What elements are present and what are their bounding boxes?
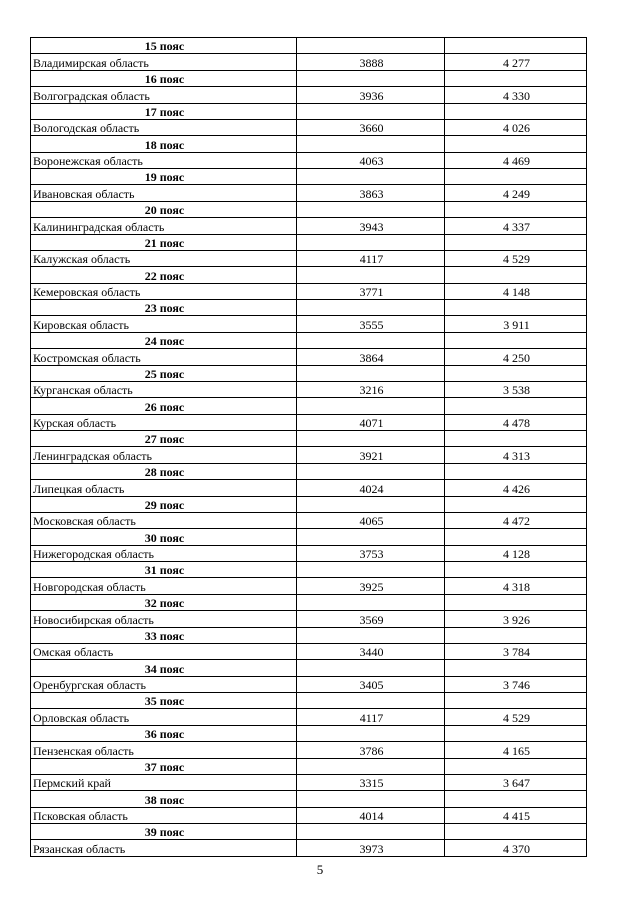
zone-empty-cell: [445, 725, 587, 741]
value-1: 4117: [297, 250, 445, 266]
region-name: Новосибирская область: [31, 611, 297, 627]
zone-label: 31 пояс: [31, 562, 297, 578]
zone-header-row: [31, 463, 587, 479]
region-row: [31, 709, 587, 725]
zone-label: 20 пояс: [31, 201, 297, 217]
zone-empty-cell: [445, 562, 587, 578]
zone-empty-cell: [445, 332, 587, 348]
zone-label: 37 пояс: [31, 758, 297, 774]
value-2: 4 277: [445, 54, 587, 70]
value-1: 3440: [297, 643, 445, 659]
zone-label: 16 пояс: [31, 70, 297, 86]
zone-empty-cell: [297, 365, 445, 381]
zone-header-row: [31, 267, 587, 283]
region-row: [31, 152, 587, 168]
value-2: 3 647: [445, 774, 587, 790]
value-2: 4 313: [445, 447, 587, 463]
region-name: Воронежская область: [31, 152, 297, 168]
zone-header-row: [31, 627, 587, 643]
zone-empty-cell: [445, 627, 587, 643]
region-name: Калужская область: [31, 250, 297, 266]
value-2: 3 926: [445, 611, 587, 627]
zone-label: 17 пояс: [31, 103, 297, 119]
value-1: 3771: [297, 283, 445, 299]
zone-label: 27 пояс: [31, 431, 297, 447]
zone-label: 34 пояс: [31, 660, 297, 676]
zone-empty-cell: [297, 758, 445, 774]
zone-header-row: [31, 660, 587, 676]
value-2: 3 911: [445, 316, 587, 332]
value-2: 4 128: [445, 545, 587, 561]
zone-empty-cell: [297, 529, 445, 545]
zone-header-row: [31, 332, 587, 348]
region-name: Орловская область: [31, 709, 297, 725]
value-1: 3753: [297, 545, 445, 561]
zone-empty-cell: [297, 201, 445, 217]
value-1: 3925: [297, 578, 445, 594]
zone-empty-cell: [445, 758, 587, 774]
value-1: 3555: [297, 316, 445, 332]
region-name: Московская область: [31, 512, 297, 528]
region-row: [31, 185, 587, 201]
value-2: 4 148: [445, 283, 587, 299]
region-name: Кемеровская область: [31, 283, 297, 299]
value-2: 3 538: [445, 381, 587, 397]
value-1: 3786: [297, 742, 445, 758]
value-1: 3405: [297, 676, 445, 692]
zone-empty-cell: [297, 594, 445, 610]
zone-header-row: [31, 136, 587, 152]
value-1: 4117: [297, 709, 445, 725]
value-1: 4014: [297, 807, 445, 823]
zone-label: 36 пояс: [31, 725, 297, 741]
zone-header-row: [31, 201, 587, 217]
region-name: Омская область: [31, 643, 297, 659]
zone-empty-cell: [297, 431, 445, 447]
region-row: [31, 283, 587, 299]
region-row: [31, 774, 587, 790]
region-row: [31, 447, 587, 463]
zone-empty-cell: [297, 627, 445, 643]
zone-label: 24 пояс: [31, 332, 297, 348]
zone-label: 19 пояс: [31, 169, 297, 185]
region-name: Псковская область: [31, 807, 297, 823]
zone-empty-cell: [445, 365, 587, 381]
zone-empty-cell: [297, 103, 445, 119]
zone-empty-cell: [297, 791, 445, 807]
value-2: 4 529: [445, 250, 587, 266]
zone-empty-cell: [297, 332, 445, 348]
value-2: 4 469: [445, 152, 587, 168]
zone-label: 33 пояс: [31, 627, 297, 643]
region-name: Пензенская область: [31, 742, 297, 758]
region-name: Ивановская область: [31, 185, 297, 201]
region-name: Волгоградская область: [31, 87, 297, 103]
region-name: Курская область: [31, 414, 297, 430]
zone-label: 39 пояс: [31, 824, 297, 840]
zone-empty-cell: [445, 70, 587, 86]
zone-label: 21 пояс: [31, 234, 297, 250]
zone-header-row: [31, 398, 587, 414]
zone-label: 30 пояс: [31, 529, 297, 545]
zone-label: 22 пояс: [31, 267, 297, 283]
region-name: Рязанская область: [31, 840, 297, 856]
zone-header-row: [31, 496, 587, 512]
zone-empty-cell: [297, 136, 445, 152]
zone-empty-cell: [297, 267, 445, 283]
value-1: 4024: [297, 480, 445, 496]
zone-header-row: [31, 431, 587, 447]
zone-empty-cell: [445, 824, 587, 840]
zone-empty-cell: [297, 660, 445, 676]
value-2: 4 529: [445, 709, 587, 725]
region-row: [31, 643, 587, 659]
zone-header-row: [31, 824, 587, 840]
value-1: 4065: [297, 512, 445, 528]
value-1: 3921: [297, 447, 445, 463]
region-row: [31, 414, 587, 430]
zone-empty-cell: [445, 38, 587, 54]
region-name: Курганская область: [31, 381, 297, 397]
value-2: 4 415: [445, 807, 587, 823]
value-2: 4 337: [445, 218, 587, 234]
zone-empty-cell: [297, 70, 445, 86]
zone-empty-cell: [445, 103, 587, 119]
zone-header-row: [31, 234, 587, 250]
zone-header-row: [31, 169, 587, 185]
zone-label: 32 пояс: [31, 594, 297, 610]
zones-table-body: [31, 38, 587, 857]
zone-empty-cell: [297, 693, 445, 709]
zone-empty-cell: [445, 398, 587, 414]
value-1: 3660: [297, 119, 445, 135]
region-row: [31, 349, 587, 365]
zone-empty-cell: [297, 562, 445, 578]
zone-empty-cell: [445, 136, 587, 152]
region-row: [31, 87, 587, 103]
region-row: [31, 54, 587, 70]
value-1: 3973: [297, 840, 445, 856]
value-1: 4071: [297, 414, 445, 430]
zone-empty-cell: [445, 169, 587, 185]
region-name: Оренбургская область: [31, 676, 297, 692]
region-name: Нижегородская область: [31, 545, 297, 561]
zone-header-row: [31, 562, 587, 578]
region-row: [31, 512, 587, 528]
zone-label: 25 пояс: [31, 365, 297, 381]
zone-empty-cell: [297, 38, 445, 54]
value-2: 4 026: [445, 119, 587, 135]
zone-header-row: [31, 725, 587, 741]
region-row: [31, 250, 587, 266]
value-2: 4 330: [445, 87, 587, 103]
zone-header-row: [31, 791, 587, 807]
zone-empty-cell: [445, 594, 587, 610]
zone-header-row: [31, 103, 587, 119]
region-row: [31, 480, 587, 496]
region-name: Ленинградская область: [31, 447, 297, 463]
zone-empty-cell: [297, 300, 445, 316]
value-1: 3864: [297, 349, 445, 365]
region-name: Костромская область: [31, 349, 297, 365]
value-2: 3 784: [445, 643, 587, 659]
value-1: 4063: [297, 152, 445, 168]
value-2: 4 370: [445, 840, 587, 856]
zone-header-row: [31, 693, 587, 709]
zone-empty-cell: [445, 431, 587, 447]
value-2: 4 249: [445, 185, 587, 201]
region-name: Липецкая область: [31, 480, 297, 496]
region-name: Кировская область: [31, 316, 297, 332]
region-name: Калининградская область: [31, 218, 297, 234]
zone-empty-cell: [297, 725, 445, 741]
zone-label: 28 пояс: [31, 463, 297, 479]
value-2: 4 426: [445, 480, 587, 496]
zone-label: 29 пояс: [31, 496, 297, 512]
zone-label: 26 пояс: [31, 398, 297, 414]
value-2: 4 478: [445, 414, 587, 430]
zone-empty-cell: [445, 496, 587, 512]
region-row: [31, 119, 587, 135]
region-row: [31, 381, 587, 397]
region-row: [31, 578, 587, 594]
zone-empty-cell: [297, 169, 445, 185]
value-1: 3216: [297, 381, 445, 397]
zone-empty-cell: [445, 791, 587, 807]
page-number: 5: [316, 862, 324, 877]
region-row: [31, 840, 587, 856]
zone-header-row: [31, 758, 587, 774]
zone-header-row: [31, 529, 587, 545]
region-name: Новгородская область: [31, 578, 297, 594]
region-row: [31, 316, 587, 332]
region-row: [31, 611, 587, 627]
region-row: [31, 545, 587, 561]
zone-empty-cell: [445, 201, 587, 217]
value-1: 3569: [297, 611, 445, 627]
zone-empty-cell: [297, 824, 445, 840]
zone-empty-cell: [445, 529, 587, 545]
zone-empty-cell: [445, 693, 587, 709]
zones-table: [30, 37, 587, 857]
zone-empty-cell: [445, 660, 587, 676]
value-2: 4 165: [445, 742, 587, 758]
zone-label: 23 пояс: [31, 300, 297, 316]
region-row: [31, 218, 587, 234]
value-1: 3888: [297, 54, 445, 70]
zone-empty-cell: [297, 463, 445, 479]
value-1: 3943: [297, 218, 445, 234]
value-1: 3863: [297, 185, 445, 201]
value-1: 3315: [297, 774, 445, 790]
value-2: 4 250: [445, 349, 587, 365]
region-row: [31, 676, 587, 692]
zone-header-row: [31, 594, 587, 610]
zone-label: 18 пояс: [31, 136, 297, 152]
zone-empty-cell: [445, 234, 587, 250]
zone-label: 38 пояс: [31, 791, 297, 807]
value-2: 4 472: [445, 512, 587, 528]
value-2: 4 318: [445, 578, 587, 594]
zone-empty-cell: [297, 398, 445, 414]
zone-header-row: [31, 38, 587, 54]
zone-header-row: [31, 70, 587, 86]
region-row: [31, 742, 587, 758]
region-name: Вологодская область: [31, 119, 297, 135]
zone-empty-cell: [445, 267, 587, 283]
zone-header-row: [31, 365, 587, 381]
zone-label: 15 пояс: [31, 38, 297, 54]
zone-empty-cell: [297, 496, 445, 512]
value-1: 3936: [297, 87, 445, 103]
zone-empty-cell: [445, 300, 587, 316]
region-name: Владимирская область: [31, 54, 297, 70]
region-name: Пермский край: [31, 774, 297, 790]
zone-label: 35 пояс: [31, 693, 297, 709]
zone-header-row: [31, 300, 587, 316]
region-row: [31, 807, 587, 823]
zone-empty-cell: [297, 234, 445, 250]
value-2: 3 746: [445, 676, 587, 692]
zone-empty-cell: [445, 463, 587, 479]
